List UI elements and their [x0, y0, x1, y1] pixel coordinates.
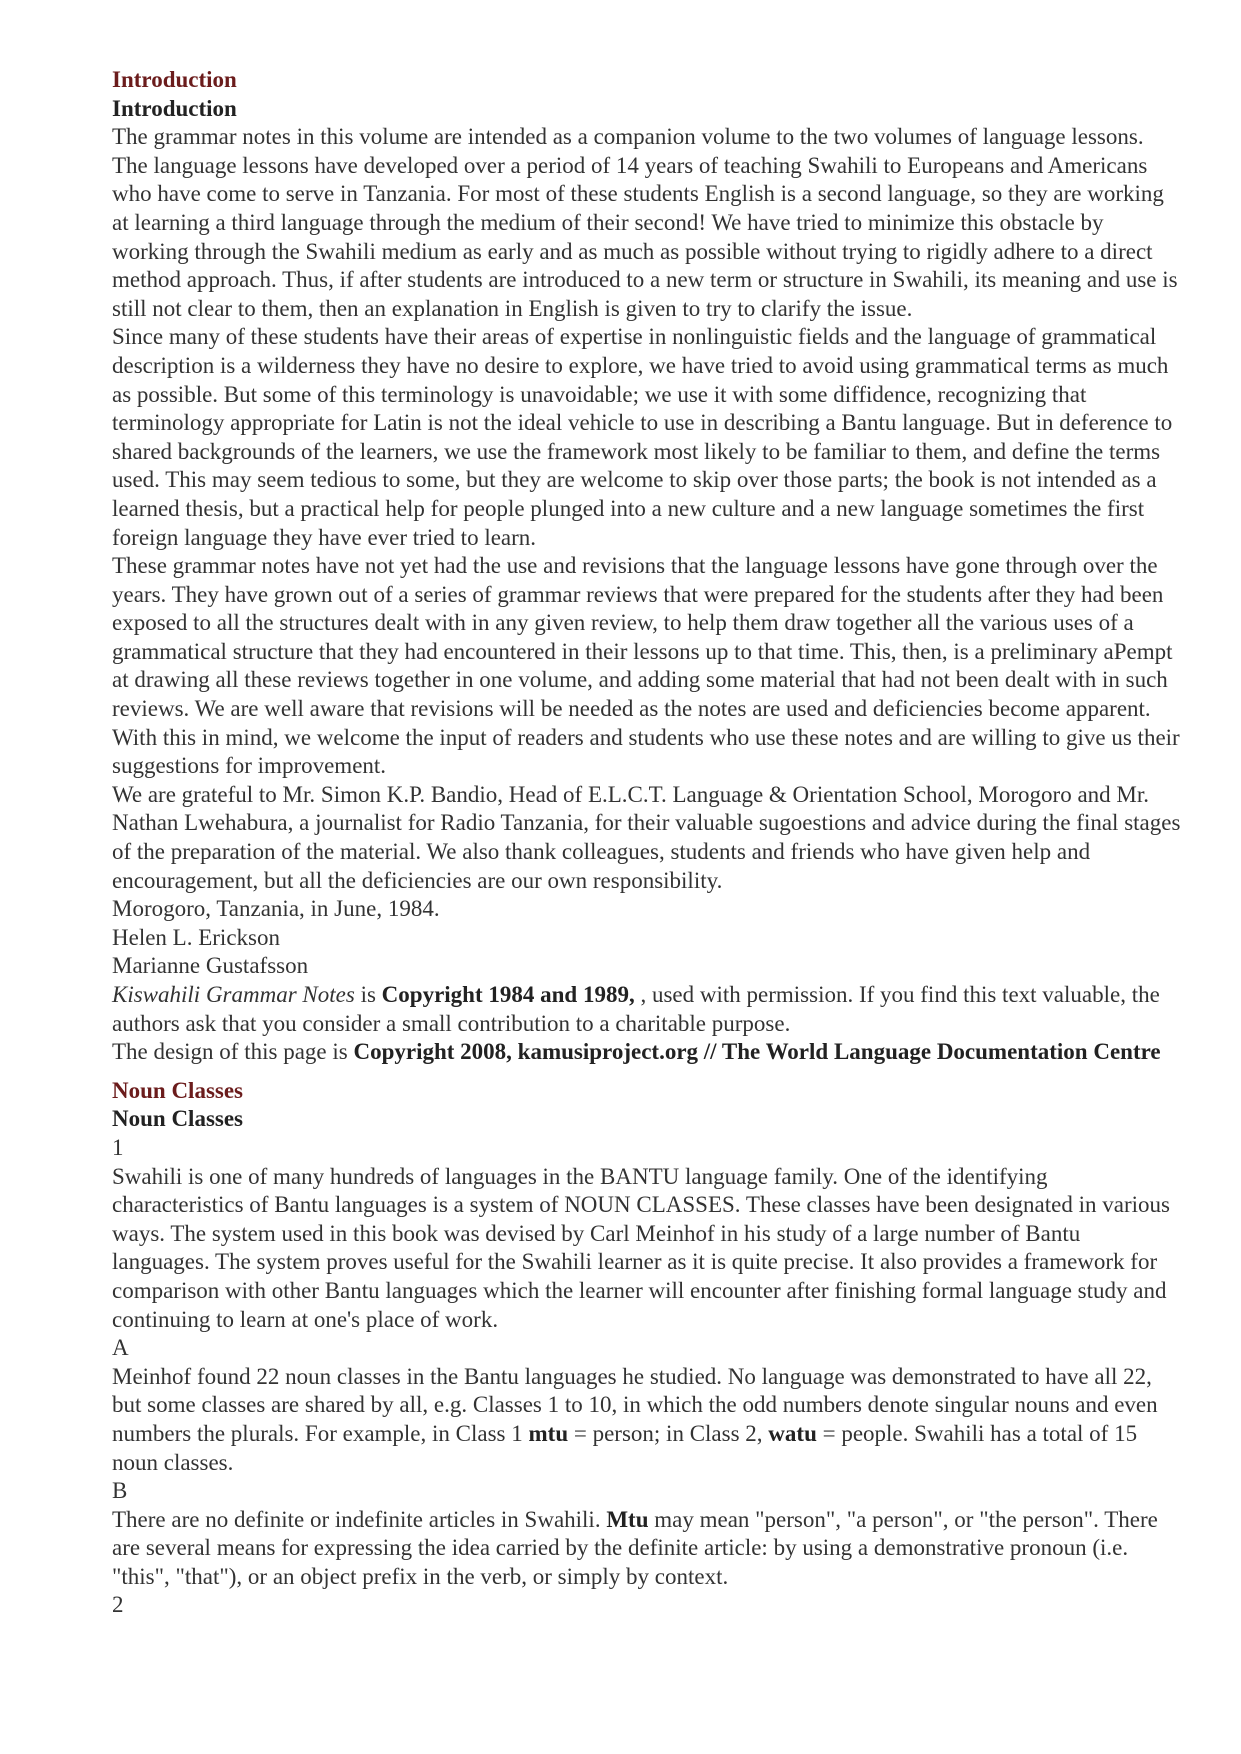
introduction-subheading: Introduction — [112, 95, 237, 121]
intro-paragraph-3: These grammar notes have not yet had the use and revisions that the language lessons have gone through over the years. They have grown out of a series of grammar reviews that were prepared for the students after they had been exposed to all the structures dealt with in any given review, to help them draw together all the various uses of a grammatical structure that they had encountered in their lessons up to that time. This, then, is a preliminary aPempt at drawing all these reviews together in one volume, and adding some material that had not been dealt with in such reviews. We are well aware that revisions will be needed as the notes are used and deficiencies become apparent. With this in mind, we welcome the input of readers and students who use these notes and are willing to give us their suggestions for improvement. — [112, 553, 1180, 779]
paragraph-marker-a: A — [112, 1335, 129, 1361]
intro-paragraph-2: Since many of these students have their areas of expertise in nonlinguistic fields and the language of grammatical description is a wilderness they have no desire to explore, we have tried to avoid using grammatical terms as much as possible. But some of this terminology is unavoidable; we use it with some diffidence, recognizing that terminology appropriate for Latin is not the ideal vehicle to use in describing a Bantu language. But in deference to shared backgrounds of the learners, we use the framework most likely to be familiar to them, and define the terms used. This may seem tedious to some, but they are welcome to skip over those parts; the book is not intended as a learned thesis, but a practical help for people plunged into a new culture and a new language sometimes the first foreign language they have ever tried to learn. — [112, 324, 1173, 550]
copyright-is: is — [354, 982, 382, 1007]
author-1: Helen L. Erickson — [112, 924, 280, 950]
intro-paragraph-1: The grammar notes in this volume are intended as a companion volume to the two volumes of language lessons. The language lessons have developed over a period of 14 years of teaching Swahili to Europeans and Americans who have come to serve in Tanzania. For most of these students English is a second language, so they are working at learning a third language through the medium of their second! We have tried to minimize this obstacle by working through the Swahili medium as early and as much as possible without trying to rigidly adhere to a direct method approach. Thus, if after students are introduced to a new term or structure in Swahili, its meaning and use is still not clear to them, then an explanation in English is given to try to clarify the issue. — [112, 124, 1178, 321]
paragraph-marker-2: 2 — [112, 1592, 124, 1618]
text-run: = people. Swahili has a total of 15 noun classes. — [112, 1420, 1138, 1475]
noun-classes-paragraph-a — [112, 1363, 1181, 1477]
text-run: There are no definite or indefinite articles in Swahili. — [112, 1506, 607, 1532]
term-mtu: mtu — [528, 1420, 569, 1446]
noun-classes-section — [112, 1077, 1181, 1620]
design-prefix: The design of this page is — [112, 1039, 354, 1065]
place-date: Morogoro, Tanzania, in June, 1984. — [112, 896, 440, 922]
copyright-rest: , used with permission. If you find this text valuable, the authors ask that you consider a small contribution to a charitable purpose. — [112, 982, 1160, 1036]
noun-classes-paragraph-b — [112, 1506, 1181, 1592]
introduction-section — [112, 66, 1181, 1067]
book-title: Kiswahili Grammar Notes — [112, 982, 355, 1007]
paragraph-marker-1: 1 — [112, 1134, 124, 1160]
copyright-notice — [112, 981, 1181, 1038]
noun-classes-heading: Noun Classes — [112, 1077, 244, 1103]
design-copyright-bold: Copyright 2008, kamusiproject.org // The World Language Documentation Centre — [353, 1039, 1161, 1065]
term-mtu: Mtu — [606, 1506, 649, 1532]
term-watu: watu — [768, 1420, 817, 1446]
paragraph-marker-b: B — [112, 1478, 128, 1504]
copyright-years: Copyright 1984 and 1989, — [381, 982, 635, 1007]
text-run: Meinhof found 22 noun classes in the Bantu languages he studied. No language was demonstrated to have all 22, but some classes are shared by all, e.g. Classes 1 to 10, in which the odd numbers denote singular nouns and even numbers the plurals. For example, in Class 1 — [112, 1363, 1158, 1446]
introduction-heading: Introduction — [112, 67, 237, 92]
noun-classes-subheading: Noun Classes — [112, 1106, 244, 1132]
noun-classes-paragraph-1: Swahili is one of many hundreds of languages in the BANTU language family. One of the identifying characteristics of Bantu languages is a system of NOUN CLASSES. These classes have been designated in various ways. The system used in this book was devised by Carl Meinhof in his study of a large number of Bantu languages. The system proves useful for the Swahili learner as it is quite precise. It also provides a framework for comparison with other Bantu languages which the learner will encounter after finishing formal language study and continuing to learn at one's place of work. — [112, 1163, 1170, 1332]
design-copyright — [112, 1038, 1181, 1067]
text-run: = person; in Class 2, — [568, 1420, 769, 1446]
author-2: Marianne Gustafsson — [112, 953, 309, 979]
text-run: may mean "person", "a person", or "the person". There are several means for expressing the idea carried by the definite article: by using a demonstrative pronoun (i.e. "this", "that"), or an object prefix in the verb, or simply by context. — [112, 1506, 1158, 1589]
intro-paragraph-4: We are grateful to Mr. Simon K.P. Bandio, Head of E.L.C.T. Language & Orientation School, Morogoro and Mr. Nathan Lwehabura, a journalist for Radio Tanzania, for their valuable sugoestions and advice during the final stages of the preparation of the material. We also thank colleagues, students and friends who have given help and encouragement, but all the deficiencies are our own responsibility. — [112, 781, 1181, 893]
